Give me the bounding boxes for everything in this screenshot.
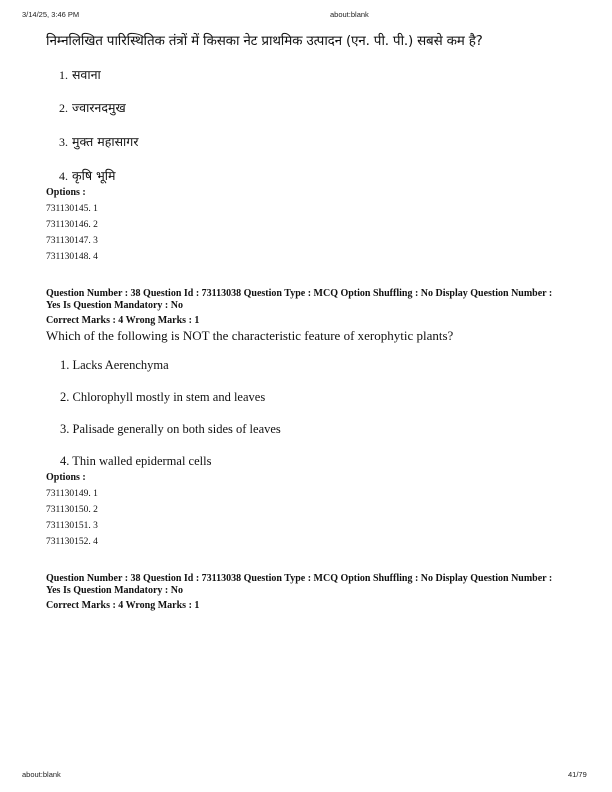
question-marks: Correct Marks : 4 Wrong Marks : 1	[46, 600, 200, 611]
option-english-4: 4. Thin walled epidermal cells	[60, 454, 212, 468]
option-id-2: 731130146. 2	[46, 220, 98, 230]
option-number: 2.	[59, 101, 68, 115]
option-hindi-4	[59, 167, 116, 184]
option-id-3: 731130151. 3	[46, 521, 98, 531]
options-label: Options :	[46, 472, 86, 483]
options-label: Options :	[46, 187, 86, 198]
option-text: ज्वारनदमुख	[71, 100, 126, 115]
option-id-3: 731130147. 3	[46, 236, 98, 246]
option-english-2: 2. Chlorophyll mostly in stem and leaves	[60, 390, 266, 404]
option-id-2: 731130150. 2	[46, 505, 98, 515]
option-id-4: 731130148. 4	[46, 252, 98, 262]
option-id-4: 731130152. 4	[46, 537, 98, 547]
footer-url: about:blank	[22, 770, 61, 779]
option-id-1: 731130149. 1	[46, 489, 98, 499]
question-marks: Correct Marks : 4 Wrong Marks : 1	[46, 315, 200, 326]
question-meta: Question Number : 38 Question Id : 73113038 Question Type : MCQ Option Shuffling : No Display Question Number : Yes Is Question Mandatory : No	[46, 288, 553, 311]
header-datetime: 3/14/25, 3:46 PM	[22, 10, 80, 19]
option-number: 1.	[59, 68, 68, 82]
option-english-1: 1. Lacks Aerenchyma	[60, 358, 169, 372]
question-meta: Question Number : 38 Question Id : 73113038 Question Type : MCQ Option Shuffling : No Display Question Number : Yes Is Question Mandatory : No	[46, 573, 553, 596]
option-text: कृषि भूमि	[71, 168, 116, 183]
option-text: मुक्त महासागर	[71, 134, 139, 149]
header-url: about:blank	[330, 10, 369, 19]
option-id-1: 731130145. 1	[46, 204, 98, 214]
question-english: Which of the following is NOT the characteristic feature of xerophytic plants?	[46, 328, 454, 343]
option-hindi-2	[59, 99, 126, 116]
option-hindi-3	[59, 133, 138, 150]
option-hindi-1	[59, 66, 101, 83]
page-number: 41/79	[568, 770, 587, 779]
option-english-3: 3. Palisade generally on both sides of leaves	[60, 422, 281, 436]
option-number: 3.	[59, 135, 68, 149]
option-number: 4.	[59, 169, 68, 183]
question-hindi: निम्नलिखित पारिस्थितिक तंत्रों में किसका नेट प्राथमिक उत्पादन (एन. पी. पी.) सबसे कम है?	[46, 33, 483, 49]
option-text: सवाना	[71, 67, 101, 82]
